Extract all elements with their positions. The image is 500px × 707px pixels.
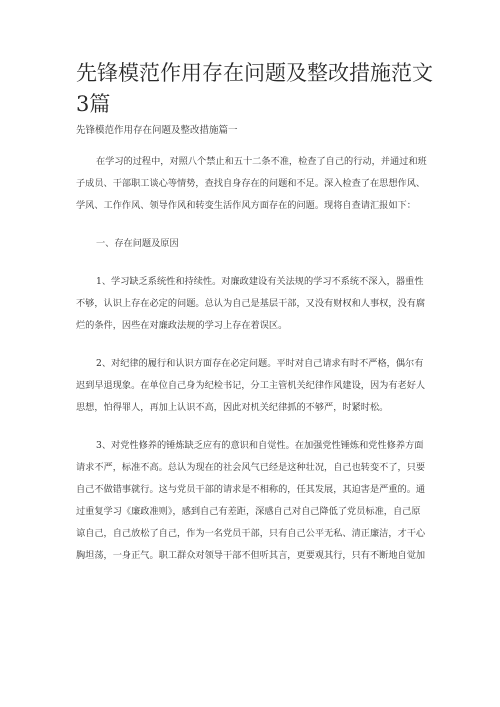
paragraph-line: 在学习的过程中，对照八个禁止和五十二条不准，检查了自己的行动，并通过和班	[96, 156, 427, 167]
paragraph-line: 胸坦荡，一身正气。职工群众对领导干部不但听其言，更要观其行，只有不断地自觉加	[76, 550, 426, 561]
paragraph-line: 学风、工作作风、领导作风和转变生活作风方面存在的问题。现将自查请汇报如下：	[76, 200, 416, 211]
paragraph-line: 请求不严，标准不高。总认为现在的社会风气已经是这种壮况，自己也转变不了，只要	[76, 462, 426, 473]
paragraph-line: 2、对纪律的履行和认识方面存在必定问题。平时对自己请求有时不严格，偶尔有	[96, 358, 424, 369]
paragraph-line: 自己不做错事就行。这与党员干部的请求是不相称的，任其发展，其迫害是严重的。通	[76, 484, 426, 495]
paragraph-line: 烂的条件，因些在对廉政法规的学习上存在着误区。	[76, 320, 288, 331]
paragraph-line: 思想，怕得罪人，再加上认识不高，因此对机关纪律抓的不够严，时紧时松。	[76, 402, 389, 413]
paragraph-line: 过重复学习《廉政准则》，感到自己有差距，深感自己对自己降低了党员标准，自己原	[76, 506, 421, 517]
section-subheading: 一、存在问题及原因	[96, 238, 179, 249]
section-heading: 先锋模范作用存在问题及整改措施篇一	[76, 125, 238, 136]
paragraph-line: 1、学习缺乏系统性和持续性。对廉政建设有关法规的学习不系统不深入，器重性	[96, 276, 424, 287]
paragraph-line: 不够，认识上存在必定的问题。总认为自己是基层干部，又没有财权和人事权，没有腐	[76, 298, 426, 309]
paragraph-line: 谅自己，自己放松了自己，作为一名党员干部，只有自己公平无私、清正廉洁，才干心	[76, 528, 426, 539]
paragraph-line: 子成员、干部职工谈心等情势，查找自身存在的问题和不足。深入检查了在思想作风、	[76, 178, 426, 189]
paragraph-line: 迟到早退现象。在单位自己身为纪检书记，分工主管机关纪律作风建设，因为有老好人	[76, 380, 426, 391]
document-title: 先锋模范作用存在问题及整改措施范文3篇	[76, 61, 433, 116]
paragraph-line: 3、对党性修养的锤炼缺乏应有的意识和自觉性。在加强党性锤炼和党性修养方面	[96, 440, 424, 451]
